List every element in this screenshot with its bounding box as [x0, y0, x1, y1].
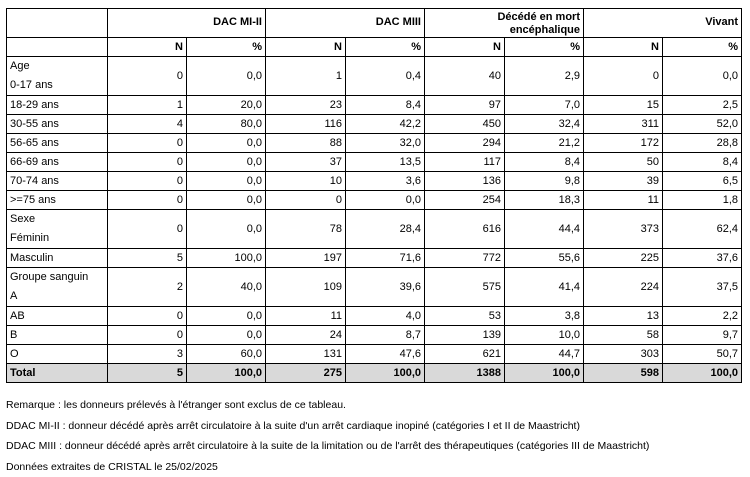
- percent-cell: 32,4: [505, 115, 584, 134]
- row-label-cell: [7, 57, 108, 96]
- count-cell: 15: [584, 96, 663, 115]
- subheader-n: N: [266, 38, 346, 57]
- row-label-cell: [7, 307, 108, 326]
- percent-cell: 0,4: [346, 57, 425, 96]
- row-label-cell: [7, 96, 108, 115]
- percent-cell: 1,8: [663, 191, 742, 210]
- note-line: DDAC MI-II : donneur décédé après arrêt circulatoire à la suite d'un arrêt cardiaque inopiné (catégories I et II de Maastricht): [6, 416, 649, 437]
- table-row: [7, 153, 742, 172]
- row-label-cell: [7, 172, 108, 191]
- percent-cell: 2,5: [663, 96, 742, 115]
- total-percent-cell: 100,0: [663, 364, 742, 383]
- count-cell: 616: [425, 210, 505, 249]
- count-cell: 58: [584, 326, 663, 345]
- percent-cell: 7,0: [505, 96, 584, 115]
- total-count-cell: 1388: [425, 364, 505, 383]
- percent-cell: 2,9: [505, 57, 584, 96]
- count-cell: 24: [266, 326, 346, 345]
- row-label: 56-65 ans: [10, 137, 59, 149]
- header-vivant: Vivant: [584, 9, 742, 38]
- count-cell: 50: [584, 153, 663, 172]
- count-cell: 575: [425, 268, 505, 307]
- count-cell: 78: [266, 210, 346, 249]
- count-cell: 5: [108, 249, 187, 268]
- table-row: [7, 134, 742, 153]
- row-label: Féminin: [10, 229, 104, 248]
- count-cell: 37: [266, 153, 346, 172]
- row-label-cell: [7, 326, 108, 345]
- percent-cell: 28,4: [346, 210, 425, 249]
- count-cell: 23: [266, 96, 346, 115]
- header-empty-cell: [7, 9, 108, 38]
- count-cell: 1: [108, 96, 187, 115]
- row-label-cell: [7, 345, 108, 364]
- percent-cell: 0,0: [346, 191, 425, 210]
- count-cell: 224: [584, 268, 663, 307]
- count-cell: 172: [584, 134, 663, 153]
- row-label: 66-69 ans: [10, 156, 59, 168]
- header-dac-miii: DAC MIII: [266, 9, 425, 38]
- count-cell: 136: [425, 172, 505, 191]
- percent-cell: 9,7: [663, 326, 742, 345]
- percent-cell: 10,0: [505, 326, 584, 345]
- table-row: [7, 307, 742, 326]
- count-cell: 450: [425, 115, 505, 134]
- count-cell: 2: [108, 268, 187, 307]
- table-header-row: [7, 9, 742, 38]
- note-line: Données extraites de CRISTAL le 25/02/2025: [6, 457, 649, 477]
- percent-cell: 0,0: [663, 57, 742, 96]
- count-cell: 0: [108, 210, 187, 249]
- total-count-cell: 5: [108, 364, 187, 383]
- count-cell: 3: [108, 345, 187, 364]
- row-label-cell: [7, 210, 108, 249]
- total-count-cell: 598: [584, 364, 663, 383]
- percent-cell: 44,4: [505, 210, 584, 249]
- donor-table: [6, 8, 742, 383]
- section-label: Age: [10, 57, 104, 76]
- total-row: [7, 364, 742, 383]
- row-label-cell: [7, 153, 108, 172]
- table-row: [7, 345, 742, 364]
- percent-cell: 50,7: [663, 345, 742, 364]
- total-label: Total: [7, 364, 108, 383]
- percent-cell: 40,0: [187, 268, 266, 307]
- percent-cell: 8,4: [505, 153, 584, 172]
- count-cell: 11: [584, 191, 663, 210]
- subheader-pct: %: [663, 38, 742, 57]
- percent-cell: 4,0: [346, 307, 425, 326]
- percent-cell: 13,5: [346, 153, 425, 172]
- percent-cell: 0,0: [187, 191, 266, 210]
- percent-cell: 100,0: [187, 249, 266, 268]
- row-label: O: [10, 348, 19, 360]
- percent-cell: 21,2: [505, 134, 584, 153]
- count-cell: 97: [425, 96, 505, 115]
- percent-cell: 0,0: [187, 307, 266, 326]
- percent-cell: 8,7: [346, 326, 425, 345]
- row-label: 70-74 ans: [10, 175, 59, 187]
- count-cell: 109: [266, 268, 346, 307]
- note-line: Remarque : les donneurs prélevés à l'étranger sont exclus de ce tableau.: [6, 395, 649, 416]
- total-percent-cell: 100,0: [187, 364, 266, 383]
- row-label: AB: [10, 310, 25, 322]
- percent-cell: 0,0: [187, 326, 266, 345]
- count-cell: 11: [266, 307, 346, 326]
- table-notes: [6, 395, 649, 477]
- count-cell: 40: [425, 57, 505, 96]
- count-cell: 0: [108, 307, 187, 326]
- count-cell: 772: [425, 249, 505, 268]
- count-cell: 197: [266, 249, 346, 268]
- count-cell: 0: [108, 191, 187, 210]
- row-label-cell: [7, 249, 108, 268]
- percent-cell: 0,0: [187, 57, 266, 96]
- count-cell: 1: [266, 57, 346, 96]
- percent-cell: 55,6: [505, 249, 584, 268]
- count-cell: 0: [108, 326, 187, 345]
- subheader-empty-cell: [7, 38, 108, 57]
- count-cell: 139: [425, 326, 505, 345]
- header-dac-mi-ii: DAC MI-II: [108, 9, 266, 38]
- percent-cell: 32,0: [346, 134, 425, 153]
- count-cell: 373: [584, 210, 663, 249]
- table-subheader-row: [7, 38, 742, 57]
- row-label: A: [10, 287, 104, 306]
- percent-cell: 9,8: [505, 172, 584, 191]
- subheader-n: N: [108, 38, 187, 57]
- count-cell: 0: [266, 191, 346, 210]
- subheader-pct: %: [346, 38, 425, 57]
- count-cell: 13: [584, 307, 663, 326]
- percent-cell: 80,0: [187, 115, 266, 134]
- count-cell: 131: [266, 345, 346, 364]
- count-cell: 0: [108, 153, 187, 172]
- percent-cell: 0,0: [187, 210, 266, 249]
- subheader-pct: %: [187, 38, 266, 57]
- row-label-cell: [7, 115, 108, 134]
- section-label: Sexe: [10, 210, 104, 229]
- row-label: B: [10, 329, 17, 341]
- count-cell: 225: [584, 249, 663, 268]
- total-percent-cell: 100,0: [505, 364, 584, 383]
- count-cell: 0: [108, 57, 187, 96]
- count-cell: 53: [425, 307, 505, 326]
- table-row: [7, 115, 742, 134]
- count-cell: 254: [425, 191, 505, 210]
- percent-cell: 2,2: [663, 307, 742, 326]
- section-label: Groupe sanguin: [10, 268, 104, 287]
- percent-cell: 44,7: [505, 345, 584, 364]
- subheader-pct: %: [505, 38, 584, 57]
- percent-cell: 8,4: [346, 96, 425, 115]
- count-cell: 116: [266, 115, 346, 134]
- percent-cell: 0,0: [187, 134, 266, 153]
- count-cell: 621: [425, 345, 505, 364]
- row-label: 18-29 ans: [10, 99, 59, 111]
- percent-cell: 39,6: [346, 268, 425, 307]
- table-row: [7, 57, 742, 96]
- percent-cell: 60,0: [187, 345, 266, 364]
- header-mort-encephalique: Décédé en mort encéphalique: [425, 9, 584, 38]
- count-cell: 39: [584, 172, 663, 191]
- count-cell: 294: [425, 134, 505, 153]
- count-cell: 4: [108, 115, 187, 134]
- row-label: 0-17 ans: [10, 76, 104, 95]
- count-cell: 0: [108, 134, 187, 153]
- count-cell: 0: [108, 172, 187, 191]
- table-row: [7, 96, 742, 115]
- percent-cell: 0,0: [187, 172, 266, 191]
- count-cell: 10: [266, 172, 346, 191]
- table-row: [7, 210, 742, 249]
- subheader-n: N: [584, 38, 663, 57]
- percent-cell: 3,8: [505, 307, 584, 326]
- percent-cell: 71,6: [346, 249, 425, 268]
- table-row: [7, 326, 742, 345]
- table-row: [7, 268, 742, 307]
- count-cell: 303: [584, 345, 663, 364]
- table-row: [7, 249, 742, 268]
- percent-cell: 28,8: [663, 134, 742, 153]
- percent-cell: 62,4: [663, 210, 742, 249]
- total-count-cell: 275: [266, 364, 346, 383]
- table-row: [7, 191, 742, 210]
- total-percent-cell: 100,0: [346, 364, 425, 383]
- row-label-cell: [7, 134, 108, 153]
- count-cell: 117: [425, 153, 505, 172]
- percent-cell: 6,5: [663, 172, 742, 191]
- percent-cell: 37,5: [663, 268, 742, 307]
- row-label: 30-55 ans: [10, 118, 59, 130]
- percent-cell: 3,6: [346, 172, 425, 191]
- percent-cell: 8,4: [663, 153, 742, 172]
- table-row: [7, 172, 742, 191]
- subheader-n: N: [425, 38, 505, 57]
- percent-cell: 0,0: [187, 153, 266, 172]
- row-label-cell: [7, 268, 108, 307]
- percent-cell: 41,4: [505, 268, 584, 307]
- row-label: >=75 ans: [10, 194, 56, 206]
- percent-cell: 18,3: [505, 191, 584, 210]
- percent-cell: 47,6: [346, 345, 425, 364]
- percent-cell: 42,2: [346, 115, 425, 134]
- percent-cell: 20,0: [187, 96, 266, 115]
- percent-cell: 37,6: [663, 249, 742, 268]
- row-label: Masculin: [10, 252, 53, 264]
- count-cell: 88: [266, 134, 346, 153]
- count-cell: 311: [584, 115, 663, 134]
- percent-cell: 52,0: [663, 115, 742, 134]
- count-cell: 0: [584, 57, 663, 96]
- note-line: DDAC MIII : donneur décédé après arrêt circulatoire à la suite de la limitation ou de l'arrêt des thérapeutiques (catégories III de Maastricht): [6, 436, 649, 457]
- row-label-cell: [7, 191, 108, 210]
